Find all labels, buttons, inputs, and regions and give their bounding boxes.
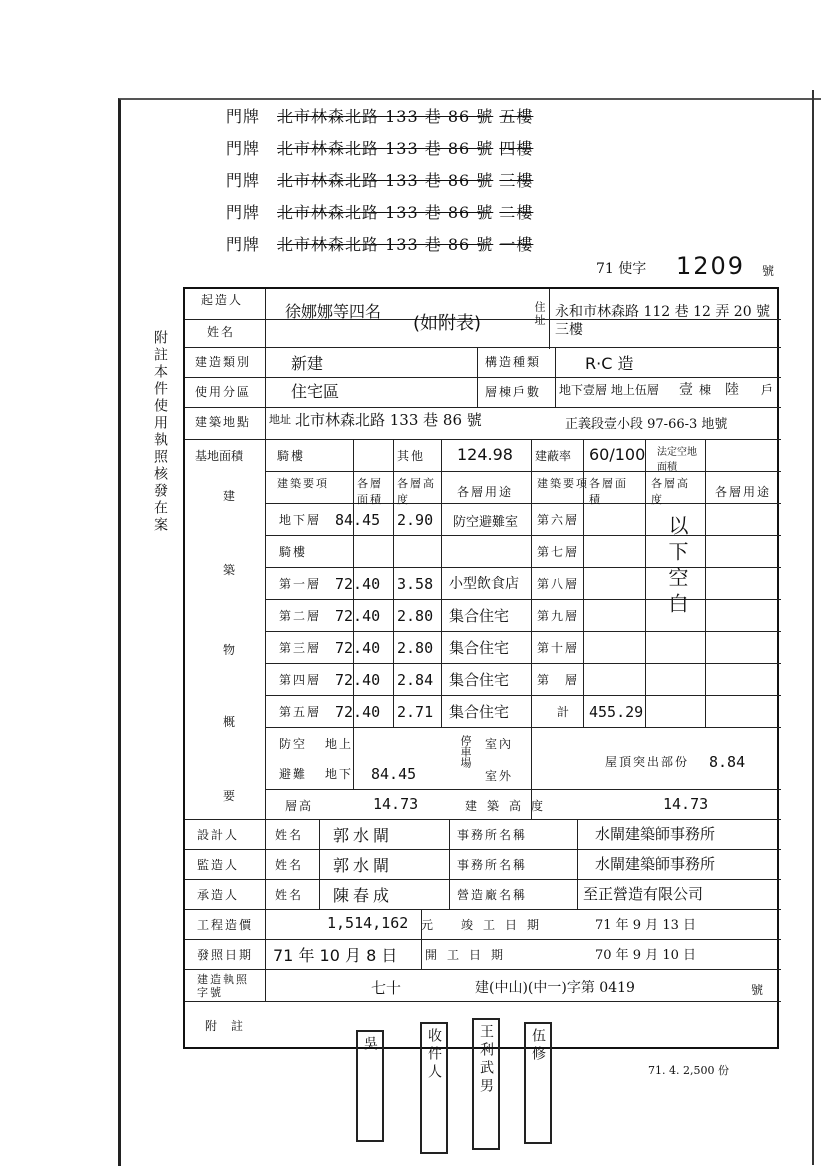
stamp-2: 收件人 bbox=[420, 1022, 448, 1154]
f3-label: 第三層 bbox=[279, 641, 322, 655]
struck-row-addr: 北市林森北路 133 巷 86 號 bbox=[277, 171, 494, 190]
supervisor-office-label: 事務所名稱 bbox=[457, 858, 528, 872]
supervisor-office: 水閘建築師事務所 bbox=[595, 855, 716, 873]
legal-open-label: 法定空地面積 bbox=[657, 447, 697, 473]
side-note-left: 附註本件使用執照核發在案 bbox=[152, 330, 168, 534]
zone-value: 住宅區 bbox=[291, 382, 340, 401]
f2-area: 72.40 bbox=[335, 607, 381, 625]
f6-label: 第六層 bbox=[537, 513, 580, 527]
contractor-label: 承造人 bbox=[197, 888, 240, 902]
site-value: 北市林森北路 133 巷 86 號 bbox=[295, 411, 482, 429]
building-char-5: 要 bbox=[223, 789, 238, 803]
struck-row-floor: 二樓 bbox=[499, 203, 534, 222]
above-label: 地上 bbox=[325, 737, 354, 751]
below-label: 地下 bbox=[325, 767, 354, 781]
shelter-below-value: 84.45 bbox=[371, 765, 417, 783]
contractor-company: 至正營造有限公司 bbox=[583, 885, 704, 903]
permit-no-suffix: 號 bbox=[751, 983, 766, 997]
f8-label: 第八層 bbox=[537, 577, 580, 591]
floors-value: 地下壹層 地上伍層 bbox=[559, 383, 659, 397]
supervisor-name-label: 姓名 bbox=[275, 858, 304, 872]
other-area-value: 124.98 bbox=[457, 445, 513, 464]
units-value: 陸 bbox=[725, 382, 739, 398]
storey-height-label: 層高 bbox=[285, 799, 314, 813]
building-char-4: 概 bbox=[223, 715, 238, 729]
stamp-1: 吳 bbox=[356, 1030, 384, 1142]
page-right-edge bbox=[812, 90, 814, 1165]
f2-use: 集合住宅 bbox=[449, 607, 510, 625]
col-height-header-right: 各層高度 bbox=[651, 477, 690, 506]
basement-use: 防空避難室 bbox=[453, 515, 519, 530]
f7-label: 第七層 bbox=[537, 545, 580, 559]
permit-no-label: 建造執照字號 bbox=[197, 973, 249, 999]
f3-height: 2.80 bbox=[397, 639, 434, 657]
designer-office-label: 事務所名稱 bbox=[457, 828, 528, 842]
coverage-value: 60/100 bbox=[589, 445, 646, 464]
form-code: 71. 4. 2,500 份 bbox=[648, 1064, 729, 1077]
f5-area: 72.40 bbox=[335, 703, 381, 721]
struck-row bbox=[226, 136, 533, 159]
permit-prefix: 71 使字 bbox=[596, 261, 647, 277]
remarks-label: 附註 bbox=[205, 1019, 258, 1033]
f2-height: 2.80 bbox=[397, 607, 434, 625]
struck-row-addr: 北市林森北路 133 巷 86 號 bbox=[277, 235, 494, 254]
site-area-label: 基地面積 bbox=[195, 449, 244, 463]
storey-height-value: 14.73 bbox=[373, 795, 419, 813]
struck-row-addr: 北市林森北路 133 巷 86 號 bbox=[277, 139, 494, 158]
struck-row bbox=[226, 200, 533, 223]
address-label: 住址 bbox=[533, 301, 546, 327]
struck-row-floor: 一樓 bbox=[499, 235, 534, 254]
col-area-header: 各層面積 bbox=[357, 477, 383, 506]
f1-label: 第一層 bbox=[279, 577, 322, 591]
zone-label: 使用分區 bbox=[195, 385, 252, 399]
f1-area: 72.40 bbox=[335, 575, 381, 593]
arcade-label: 騎樓 bbox=[277, 449, 306, 463]
section-value: 正義段壹小段 97-66-3 地號 bbox=[565, 417, 728, 432]
issue-date-label: 發照日期 bbox=[197, 948, 254, 962]
f4-use: 集合住宅 bbox=[449, 671, 510, 689]
permit-suffix: 號 bbox=[762, 264, 775, 278]
applicant-name: 徐娜娜等四名 bbox=[285, 302, 382, 321]
f1-use: 小型飲食店 bbox=[449, 576, 519, 592]
designer-name-label: 姓名 bbox=[275, 828, 304, 842]
bldg-height-value: 14.73 bbox=[663, 795, 709, 813]
supervisor-label: 監造人 bbox=[197, 858, 240, 872]
f5-use: 集合住宅 bbox=[449, 703, 510, 721]
permit-number: 1209 bbox=[676, 252, 746, 280]
air-raid-label: 防空 bbox=[279, 737, 308, 751]
total-area: 455.29 bbox=[589, 703, 644, 721]
building-char-1: 建 bbox=[223, 489, 238, 503]
struck-row-label: 門牌 bbox=[226, 171, 261, 190]
col-use-header: 各層用途 bbox=[457, 485, 514, 499]
stamp-4: 伍修 bbox=[524, 1022, 552, 1144]
building-char-2: 築 bbox=[223, 563, 238, 577]
struck-row-label: 門牌 bbox=[226, 107, 261, 126]
applicant-label: 起造人 bbox=[201, 293, 244, 307]
stamp-3: 王利武男 bbox=[472, 1018, 500, 1150]
name-label: 姓名 bbox=[207, 325, 236, 339]
f3-area: 72.40 bbox=[335, 639, 381, 657]
completion-value: 71 年 9 月 13 日 bbox=[595, 918, 697, 933]
start-value: 70 年 9 月 10 日 bbox=[595, 948, 697, 963]
other-label: 其他 bbox=[397, 449, 426, 463]
permit-no-num: 七十 bbox=[371, 979, 402, 997]
applicant-address: 永和市林森路 112 巷 12 弄 20 號三樓 bbox=[555, 304, 771, 338]
supervisor-name: 郭水閘 bbox=[333, 856, 394, 875]
basement-height: 2.90 bbox=[397, 511, 434, 529]
contractor-name: 陳春成 bbox=[333, 886, 394, 905]
roof-area-value: 8.84 bbox=[709, 753, 746, 771]
site-prefix: 地址 bbox=[269, 413, 291, 426]
struck-row-label: 門牌 bbox=[226, 235, 261, 254]
building-char-3: 物 bbox=[223, 643, 238, 657]
yuan-label: 元 bbox=[421, 918, 436, 932]
site-label: 建築地點 bbox=[195, 415, 252, 429]
blank-handwrite: 以下空白 bbox=[665, 515, 689, 619]
contractor-company-label: 營造廠名稱 bbox=[457, 888, 528, 902]
f3-use: 集合住宅 bbox=[449, 639, 510, 657]
designer-name: 郭水閘 bbox=[333, 826, 394, 845]
struck-row-floor: 三樓 bbox=[499, 171, 534, 190]
struck-row bbox=[226, 104, 533, 127]
struck-row-label: 門牌 bbox=[226, 203, 261, 222]
col-area-header-right: 各層面積 bbox=[589, 477, 628, 506]
build-type-value: 新建 bbox=[291, 354, 324, 373]
col-item-header: 建築要項 bbox=[277, 477, 329, 490]
coverage-label: 建蔽率 bbox=[535, 449, 572, 463]
build-type-label: 建造類別 bbox=[195, 355, 252, 369]
basement-label: 地下層 bbox=[279, 513, 322, 527]
cost-value: 1,514,162 bbox=[327, 914, 409, 932]
col-item-header-right: 建築要項 bbox=[537, 477, 589, 490]
hu-label: 戶 bbox=[761, 383, 774, 397]
struck-row-addr: 北市林森北路 133 巷 86 號 bbox=[277, 107, 494, 126]
col-use-header-right: 各層用途 bbox=[715, 485, 772, 499]
outdoor-label: 室外 bbox=[485, 769, 514, 783]
completion-label: 竣工日期 bbox=[461, 918, 550, 932]
designer-label: 設計人 bbox=[197, 828, 240, 842]
f1-height: 3.58 bbox=[397, 575, 434, 593]
f4-area: 72.40 bbox=[335, 671, 381, 689]
contractor-name-label: 姓名 bbox=[275, 888, 304, 902]
structure-label: 構造種類 bbox=[485, 355, 542, 369]
col-height-header: 各層高度 bbox=[397, 477, 436, 506]
start-label: 開工日期 bbox=[425, 948, 514, 962]
permit-no-text: 建(中山)(中一)字第 0419 bbox=[475, 980, 635, 996]
dong-label: 棟 bbox=[699, 383, 712, 397]
arcade-row-label: 騎樓 bbox=[279, 545, 308, 559]
struck-row bbox=[226, 168, 533, 191]
f4-label: 第四層 bbox=[279, 673, 322, 687]
shelter-label: 避難 bbox=[279, 767, 308, 781]
struck-row-label: 門牌 bbox=[226, 139, 261, 158]
f9-label: 第九層 bbox=[537, 609, 580, 623]
bldg-height-label: 建築高度 bbox=[465, 799, 554, 813]
parking-label: 停車場 bbox=[459, 735, 472, 768]
indoor-label: 室內 bbox=[485, 737, 514, 751]
f5-label: 第五層 bbox=[279, 705, 322, 719]
struck-row bbox=[226, 232, 533, 255]
permit-form bbox=[183, 287, 779, 1049]
designer-office: 水閘建築師事務所 bbox=[595, 825, 716, 843]
f4-height: 2.84 bbox=[397, 671, 434, 689]
roof-part-label: 屋頂突出部份 bbox=[605, 755, 690, 769]
struck-row-floor: 五樓 bbox=[499, 107, 534, 126]
f10-label: 第十層 bbox=[537, 641, 580, 655]
total-label: 計 bbox=[557, 705, 572, 719]
basement-area: 84.45 bbox=[335, 511, 381, 529]
buildings-value: 壹 bbox=[679, 382, 693, 398]
structure-value: R·C 造 bbox=[585, 354, 634, 373]
floors-units-label: 層棟戶數 bbox=[485, 385, 542, 399]
cost-label: 工程造價 bbox=[197, 918, 254, 932]
fn-label: 第 層 bbox=[537, 673, 580, 687]
struck-row-addr: 北市林森北路 133 巷 86 號 bbox=[277, 203, 494, 222]
applicant-seal: (如附表) bbox=[413, 313, 482, 334]
f5-height: 2.71 bbox=[397, 703, 434, 721]
f2-label: 第二層 bbox=[279, 609, 322, 623]
struck-row-floor: 四樓 bbox=[499, 139, 534, 158]
issue-date-value: 71 年 10 月 8 日 bbox=[273, 946, 398, 965]
